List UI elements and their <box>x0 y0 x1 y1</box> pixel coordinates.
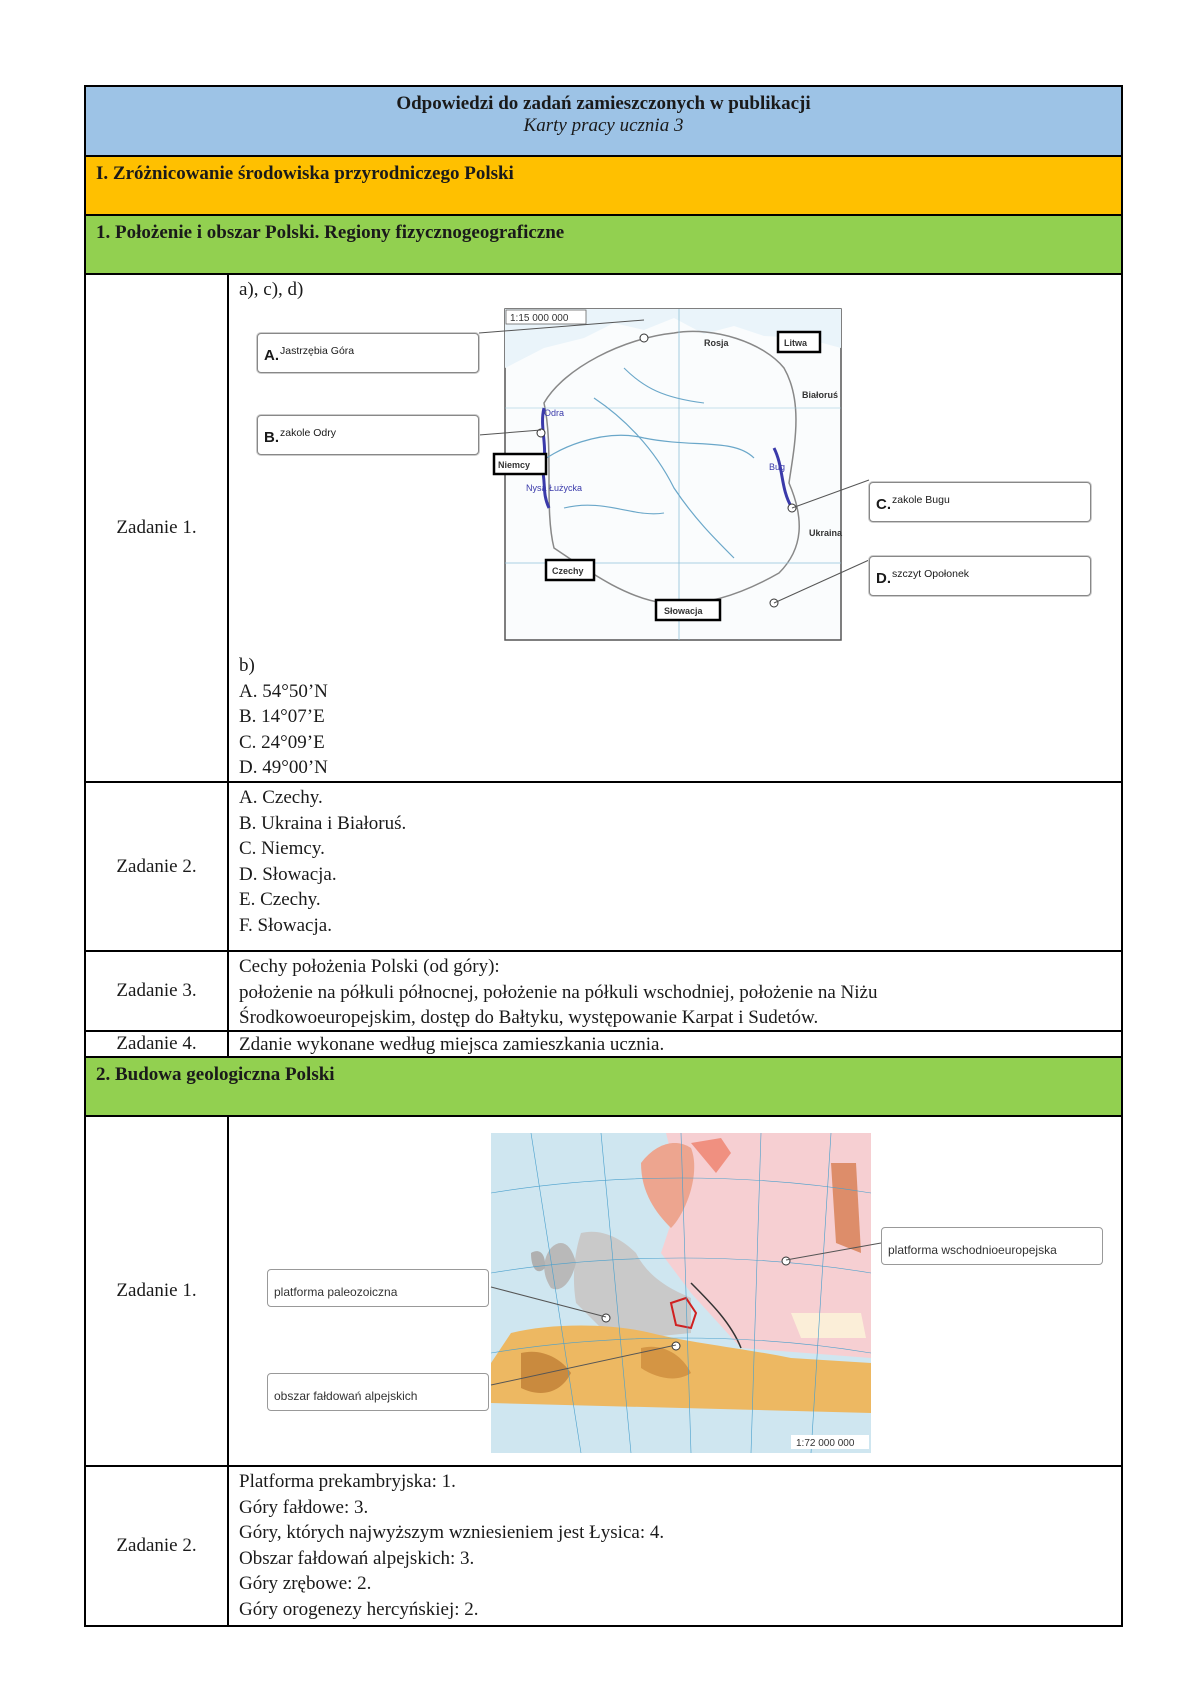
answer-item: Góry, których najwyższym wzniesieniem jest Łysica: 4. <box>239 1522 665 1543</box>
answer-item: D. Słowacja. <box>239 863 337 885</box>
answer-item: Góry zrębowe: 2. <box>239 1573 372 1594</box>
coordinate-item: C. 24°09’E <box>239 731 325 753</box>
box-text: zakole Bugu <box>892 494 950 506</box>
box-letter: D. <box>876 569 891 587</box>
label-bialorus: Białoruś <box>802 390 839 400</box>
answer-box-a <box>257 333 479 373</box>
box-letter: A. <box>264 346 279 364</box>
answer-line: Środkowoeuropejskim, dostęp do Bałtyku, występowanie Karpat i Sudetów. <box>239 1007 819 1028</box>
label-czechy: Czechy <box>552 566 584 576</box>
box-letter: B. <box>264 428 279 446</box>
answer-item: C. Niemcy. <box>239 838 325 859</box>
europe-map-scale: 1:72 000 000 <box>796 1438 855 1449</box>
task-content <box>229 952 1121 1030</box>
label-ukraina: Ukraina <box>809 528 843 538</box>
label-alpine-folds: obszar fałdowań alpejskich <box>267 1373 489 1411</box>
label-slowacja: Słowacja <box>664 606 703 616</box>
task-label: Zadanie 1. <box>86 275 229 781</box>
label-litwa: Litwa <box>784 338 808 348</box>
box-text: szczyt Opołonek <box>892 568 970 580</box>
label-paleozoic-platform: platforma paleozoiczna <box>267 1269 489 1307</box>
task-label: Zadanie 3. <box>86 952 229 1030</box>
answer-item: E. Czechy. <box>239 889 321 910</box>
label-east-european-platform: platforma wschodnioeuropejska <box>881 1227 1103 1265</box>
task-label: Zadanie 1. <box>86 1117 229 1465</box>
coordinate-item: A. 54°50’N <box>239 680 328 702</box>
task-content <box>229 1467 1121 1625</box>
answer-item: Platforma prekambryjska: 1. <box>239 1471 456 1492</box>
label-niemcy: Niemcy <box>498 460 531 470</box>
header-band <box>86 87 1121 157</box>
label-bug: Bug <box>769 462 786 472</box>
answer-sheet <box>84 85 1123 1627</box>
coordinate-item: B. 14°07’E <box>239 706 325 727</box>
box-letter: C. <box>876 495 891 513</box>
task-label: Zadanie 4. <box>86 1032 229 1056</box>
task-label: Zadanie 2. <box>86 783 229 950</box>
answer-item: Obszar fałdowań alpejskich: 3. <box>239 1547 475 1569</box>
task-content <box>229 1032 1121 1056</box>
task-row <box>86 1117 1121 1467</box>
task-content <box>229 1117 1121 1465</box>
task-content <box>229 275 1121 781</box>
page-subtitle: Karty pracy ucznia 3 <box>523 115 684 136</box>
answer-box-b <box>257 415 479 455</box>
answer-item: B. Ukraina i Białoruś. <box>239 812 407 834</box>
map-scale: 1:15 000 000 <box>510 313 569 324</box>
answer-line: Cechy położenia Polski (od góry): <box>239 956 500 977</box>
answer-item: F. Słowacja. <box>239 914 332 936</box>
topic-heading: 1. Położenie i obszar Polski. Regiony fizycznogeograficzne <box>86 216 1121 275</box>
task-label: Zadanie 2. <box>86 1467 229 1625</box>
task-content <box>229 783 1121 950</box>
coordinate-item: D. 49°00’N <box>239 757 328 778</box>
answer-item: Góry fałdowe: 3. <box>239 1496 369 1518</box>
answer-item: Góry orogenezy hercyńskiej: 2. <box>239 1598 479 1620</box>
label-odra: Odra <box>544 408 565 418</box>
b-label: b) <box>239 655 255 676</box>
answer-item: A. Czechy. <box>239 787 323 808</box>
task-row <box>86 1467 1121 1625</box>
task-row <box>86 1032 1121 1058</box>
task-row <box>86 275 1121 783</box>
box-text: Jastrzębia Góra <box>280 345 355 357</box>
box-text: zakole Odry <box>280 427 337 439</box>
answer-box-d <box>869 556 1091 596</box>
label-nysa: Nysa Łużycka <box>526 483 583 493</box>
topic-heading: 2. Budowa geologiczna Polski <box>86 1058 1121 1117</box>
section-heading: I. Zróżnicowanie środowiska przyrodniczego Polski <box>86 157 1121 216</box>
task-row <box>86 952 1121 1032</box>
answer-line: Zdanie wykonane według miejsca zamieszkania ucznia. <box>239 1034 665 1055</box>
task-intro: a), c), d) <box>239 279 304 300</box>
label-rosja: Rosja <box>704 338 729 348</box>
task-row <box>86 783 1121 952</box>
answer-line: położenie na półkuli północnej, położenie na półkuli wschodniej, położenie na Niżu <box>239 981 878 1003</box>
coordinates-list <box>239 653 328 781</box>
page-title: Odpowiedzi do zadań zamieszczonych w publikacji <box>396 93 811 114</box>
answer-box-c <box>869 482 1091 522</box>
